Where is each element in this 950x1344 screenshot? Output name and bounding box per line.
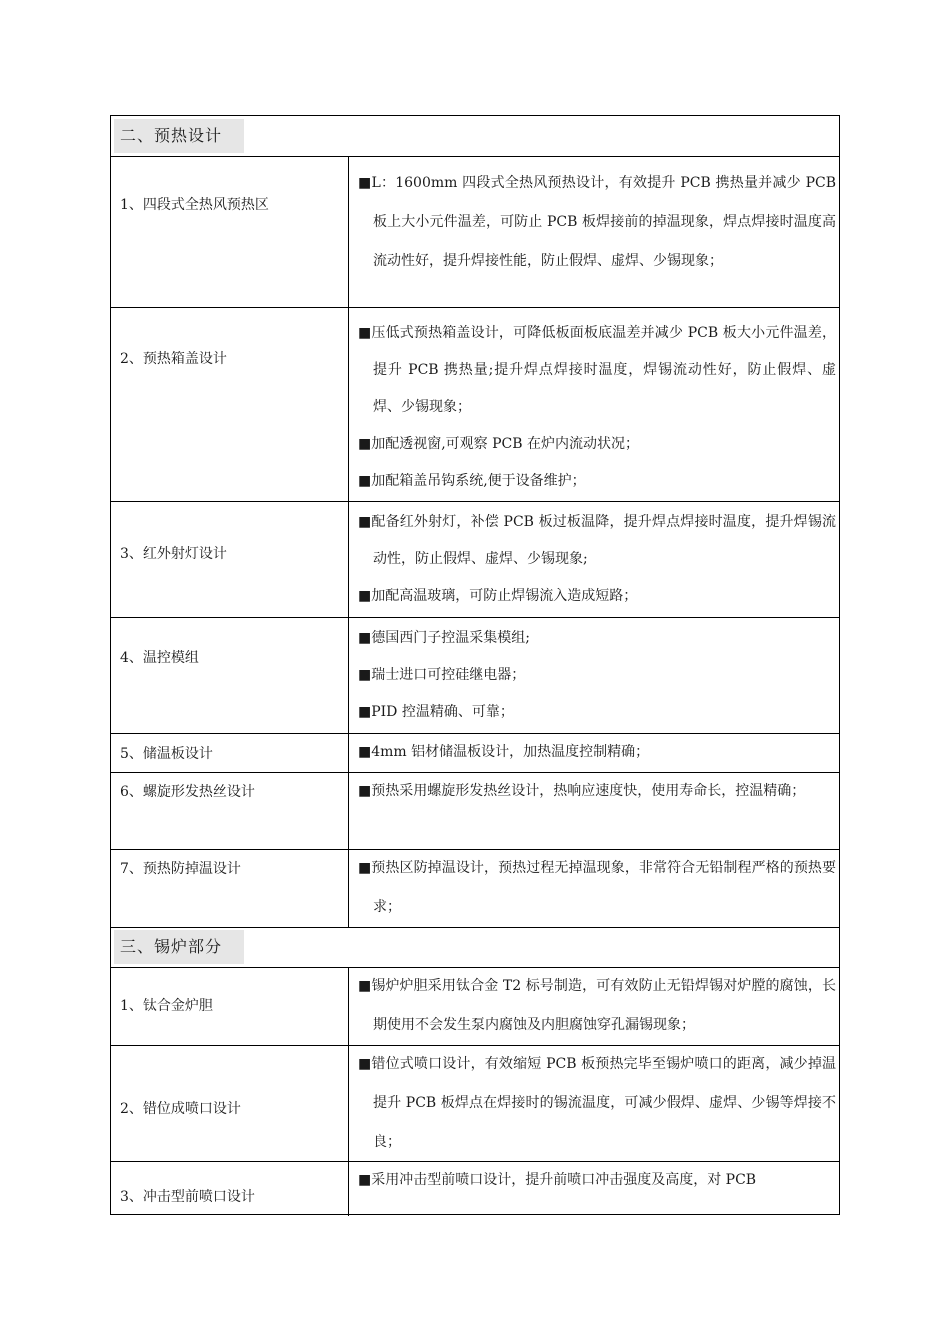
section-header	[111, 927, 839, 967]
row-description	[358, 772, 836, 811]
section-header	[111, 116, 839, 156]
row-description	[358, 620, 836, 731]
section-title: 二、预热设计	[114, 119, 244, 153]
table-row	[111, 967, 839, 1045]
row-label: 4、温控模组	[120, 650, 199, 666]
row-label: 5、储温板设计	[120, 746, 213, 762]
row-description	[358, 504, 836, 615]
row-label: 3、冲击型前喷口设计	[120, 1189, 255, 1205]
table-row	[111, 772, 839, 849]
description-item: ■锡炉炉胆采用钛合金 T2 标号制造，可有效防止无铅焊锡对炉膛的腐蚀，长期使用不会发生泵内腐蚀及内胆腐蚀穿孔漏锡现象；	[358, 978, 836, 1033]
row-description	[358, 1161, 836, 1200]
description-item: ■采用冲击型前喷口设计，提升前喷口冲击强度及高度，对 PCB	[358, 1172, 757, 1188]
row-label: 3、红外射灯设计	[120, 546, 227, 562]
row-label: 2、错位成喷口设计	[120, 1101, 241, 1117]
table-row	[111, 849, 839, 927]
table-row	[111, 733, 839, 772]
table-row	[111, 1045, 839, 1161]
section-title: 三、锡炉部分	[114, 930, 244, 964]
description-item: ■错位式喷口设计，有效缩短 PCB 板预热完毕至锡炉喷口的距离，减少掉温提升 PCB 板焊点在焊接时的锡流温度，可减少假焊、虚焊、少锡等焊接不良；	[358, 1056, 836, 1150]
description-item: ■瑞士进口可控硅继电器；	[358, 667, 526, 683]
description-item: ■加配箱盖吊钩系统,便于设备维护；	[358, 473, 586, 489]
row-description	[358, 849, 836, 927]
description-item: ■L：1600mm 四段式全热风预热设计，有效提升 PCB 携热量并减少 PCB 板上大小元件温差，可防止 PCB 板焊接前的掉温现象，焊点焊接时温度高流动性好，提升焊接性能，防止假焊、虚焊、少锡现象；	[358, 175, 836, 269]
table-row	[111, 307, 839, 501]
table-row	[111, 156, 839, 307]
description-item: ■预热区防掉温设计，预热过程无掉温现象，非常符合无铅制程严格的预热要求；	[358, 860, 836, 915]
spec-table	[110, 115, 840, 1215]
row-description	[358, 164, 836, 281]
row-label: 1、钛合金炉胆	[120, 998, 213, 1014]
row-description	[358, 315, 836, 500]
table-row	[111, 1161, 839, 1216]
description-item: ■德国西门子控温采集模组;	[358, 630, 530, 646]
description-item: ■加配高温玻璃，可防止焊锡流入造成短路；	[358, 588, 638, 604]
row-description	[358, 733, 836, 772]
row-label: 2、预热箱盖设计	[120, 351, 227, 367]
description-item: ■PID 控温精确、可靠；	[358, 704, 514, 720]
row-label: 6、螺旋形发热丝设计	[120, 784, 255, 800]
description-item: ■加配透视窗,可观察 PCB 在炉内流动状况；	[358, 436, 639, 452]
row-label: 7、预热防掉温设计	[120, 861, 241, 877]
row-description	[358, 1045, 836, 1162]
description-item: ■预热采用螺旋形发热丝设计，热响应速度快，使用寿命长，控温精确；	[358, 783, 806, 799]
row-description	[358, 967, 836, 1045]
table-row	[111, 501, 839, 617]
description-item: ■4mm 铝材储温板设计，加热温度控制精确；	[358, 744, 650, 760]
description-item: ■配备红外射灯，补偿 PCB 板过板温降，提升焊点焊接时温度，提升焊锡流动性，防止假焊、虚焊、少锡现象;	[358, 514, 836, 567]
table-row	[111, 617, 839, 733]
description-item: ■压低式预热箱盖设计，可降低板面板底温差并减少 PCB 板大小元件温差，提升 PCB 携热量;提升焊点焊接时温度，焊锡流动性好，防止假焊、虚焊、少锡现象；	[358, 325, 836, 415]
row-label: 1、四段式全热风预热区	[120, 197, 269, 213]
